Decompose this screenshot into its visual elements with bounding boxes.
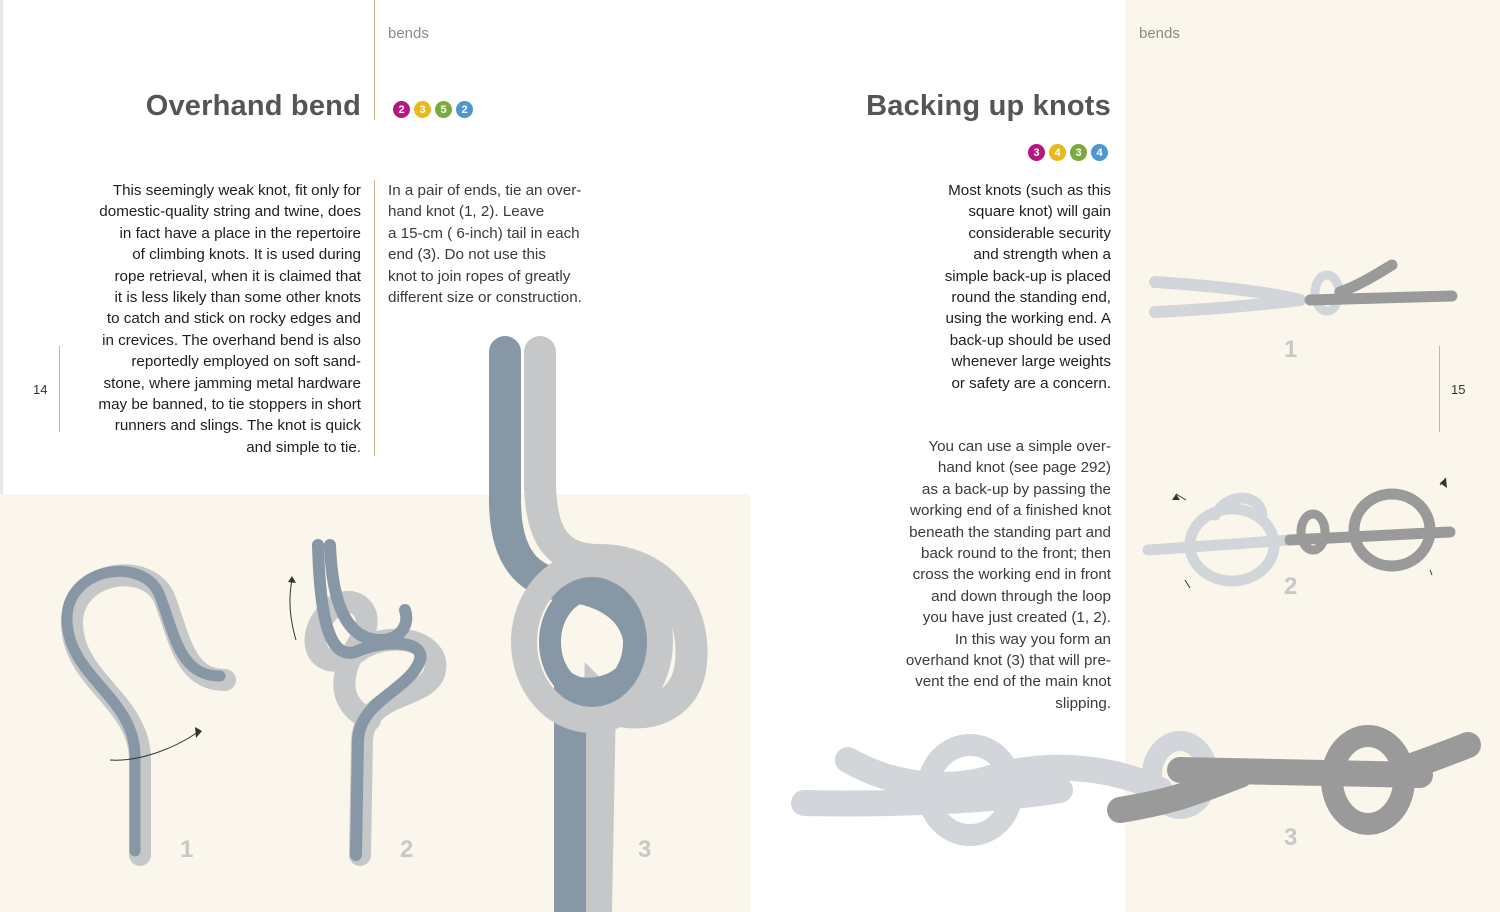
text-line: different size or construction. bbox=[388, 289, 582, 307]
text-line: knot to join ropes of greatly bbox=[388, 267, 571, 285]
rating-dot bbox=[1070, 144, 1087, 161]
text-line: it is less likely than some other knots bbox=[114, 289, 361, 307]
rating-dot bbox=[456, 101, 473, 118]
text-line: overhand knot (3) that will pre- bbox=[905, 652, 1111, 670]
rating-value: 4 bbox=[1096, 146, 1103, 159]
text-line: In this way you form an bbox=[954, 630, 1111, 648]
right-running-head: bends bbox=[1139, 25, 1180, 42]
right-margin-panel bbox=[1125, 0, 1500, 912]
text-line: and down through the loop bbox=[931, 587, 1111, 605]
text-line: round the standing end, bbox=[951, 289, 1111, 307]
text-line: hand knot (1, 2). Leave bbox=[388, 203, 545, 221]
text-line: This seemingly weak knot, fit only for bbox=[112, 182, 361, 199]
text-line: in crevices. The overhand bend is also bbox=[102, 331, 361, 349]
rating-dot bbox=[393, 101, 410, 118]
text-line: as a back-up by passing the bbox=[921, 480, 1111, 498]
rating-dot bbox=[414, 101, 431, 118]
text-line: hand knot (see page 292) bbox=[937, 459, 1111, 477]
rating-dot bbox=[1049, 144, 1066, 161]
text-line: back-up should be used bbox=[949, 331, 1111, 349]
right-step-number-1: 1 bbox=[1284, 336, 1298, 363]
text-line: domestic-quality string and twine, does bbox=[99, 203, 361, 221]
left-rating-dots bbox=[393, 101, 473, 118]
rating-value: 2 bbox=[461, 103, 468, 116]
rating-value: 5 bbox=[440, 103, 447, 116]
page-gutter-shadow bbox=[0, 0, 3, 494]
rating-value: 2 bbox=[398, 103, 405, 116]
text-line: considerable security bbox=[968, 224, 1111, 242]
left-page-title: Overhand bend bbox=[145, 90, 361, 122]
left-header-rule bbox=[374, 0, 375, 120]
text-line: may be banned, to tie stoppers in short bbox=[98, 396, 361, 414]
right-step-number-2: 2 bbox=[1284, 573, 1298, 600]
text-line: stone, where jamming metal hardware bbox=[103, 374, 361, 392]
right-instructions-text bbox=[860, 436, 1111, 714]
text-line: or safety are a concern. bbox=[951, 374, 1111, 392]
left-step-number-2: 2 bbox=[400, 836, 414, 863]
right-folio-rule bbox=[1439, 346, 1440, 432]
left-running-head: bends bbox=[388, 25, 429, 42]
rating-dot bbox=[435, 101, 452, 118]
text-line: Most knots (such as this bbox=[948, 182, 1111, 199]
rating-value: 3 bbox=[1033, 146, 1040, 159]
text-line: and strength when a bbox=[973, 246, 1111, 264]
text-line: back round to the front; then bbox=[921, 545, 1111, 563]
text-line: in fact have a place in the repertoire bbox=[119, 224, 361, 242]
rating-dot bbox=[1091, 144, 1108, 161]
text-line: runners and slings. The knot is quick bbox=[114, 417, 361, 435]
right-intro-text bbox=[880, 180, 1111, 394]
left-page-number: 14 bbox=[33, 382, 48, 397]
left-folio-rule bbox=[59, 346, 60, 432]
text-line: rope retrieval, when it is claimed that bbox=[114, 267, 361, 285]
right-rating-dots bbox=[1028, 144, 1108, 161]
text-line: beneath the standing part and bbox=[909, 523, 1111, 541]
text-line: end (3). Do not use this bbox=[388, 246, 546, 264]
left-step-number-1: 1 bbox=[180, 836, 194, 863]
text-line: reportedly employed on soft sand- bbox=[131, 353, 361, 371]
right-page-title: Backing up knots bbox=[866, 90, 1111, 122]
rating-value: 3 bbox=[1075, 146, 1082, 159]
left-step-number-3: 3 bbox=[638, 836, 652, 863]
text-line: In a pair of ends, tie an over- bbox=[388, 182, 582, 199]
right-step-number-3: 3 bbox=[1284, 824, 1298, 851]
text-line: simple back-up is placed bbox=[944, 267, 1111, 285]
text-line: slipping. bbox=[1055, 694, 1111, 712]
text-line: and simple to tie. bbox=[246, 438, 361, 456]
text-line: you have just created (1, 2). bbox=[922, 609, 1111, 627]
text-line: cross the working end in front bbox=[912, 566, 1111, 584]
text-line: to catch and stick on rocky edges and bbox=[106, 310, 361, 328]
text-line: of climbing knots. It is used during bbox=[132, 246, 361, 264]
text-line: using the working end. A bbox=[945, 310, 1111, 328]
right-page-number: 15 bbox=[1451, 382, 1466, 397]
left-instructions-text bbox=[388, 180, 608, 308]
rating-value: 4 bbox=[1054, 146, 1061, 159]
text-line: vent the end of the main knot bbox=[915, 673, 1111, 691]
rating-dot bbox=[1028, 144, 1045, 161]
text-line: working end of a finished knot bbox=[910, 502, 1111, 520]
left-body-column-rule bbox=[374, 180, 375, 456]
text-line: whenever large weights bbox=[951, 353, 1111, 371]
rating-value: 3 bbox=[419, 103, 426, 116]
left-body-text bbox=[60, 180, 361, 458]
text-line: square knot) will gain bbox=[968, 203, 1111, 221]
text-line: a 15-cm ( 6-inch) tail in each bbox=[388, 224, 580, 242]
text-line: You can use a simple over- bbox=[928, 438, 1111, 455]
